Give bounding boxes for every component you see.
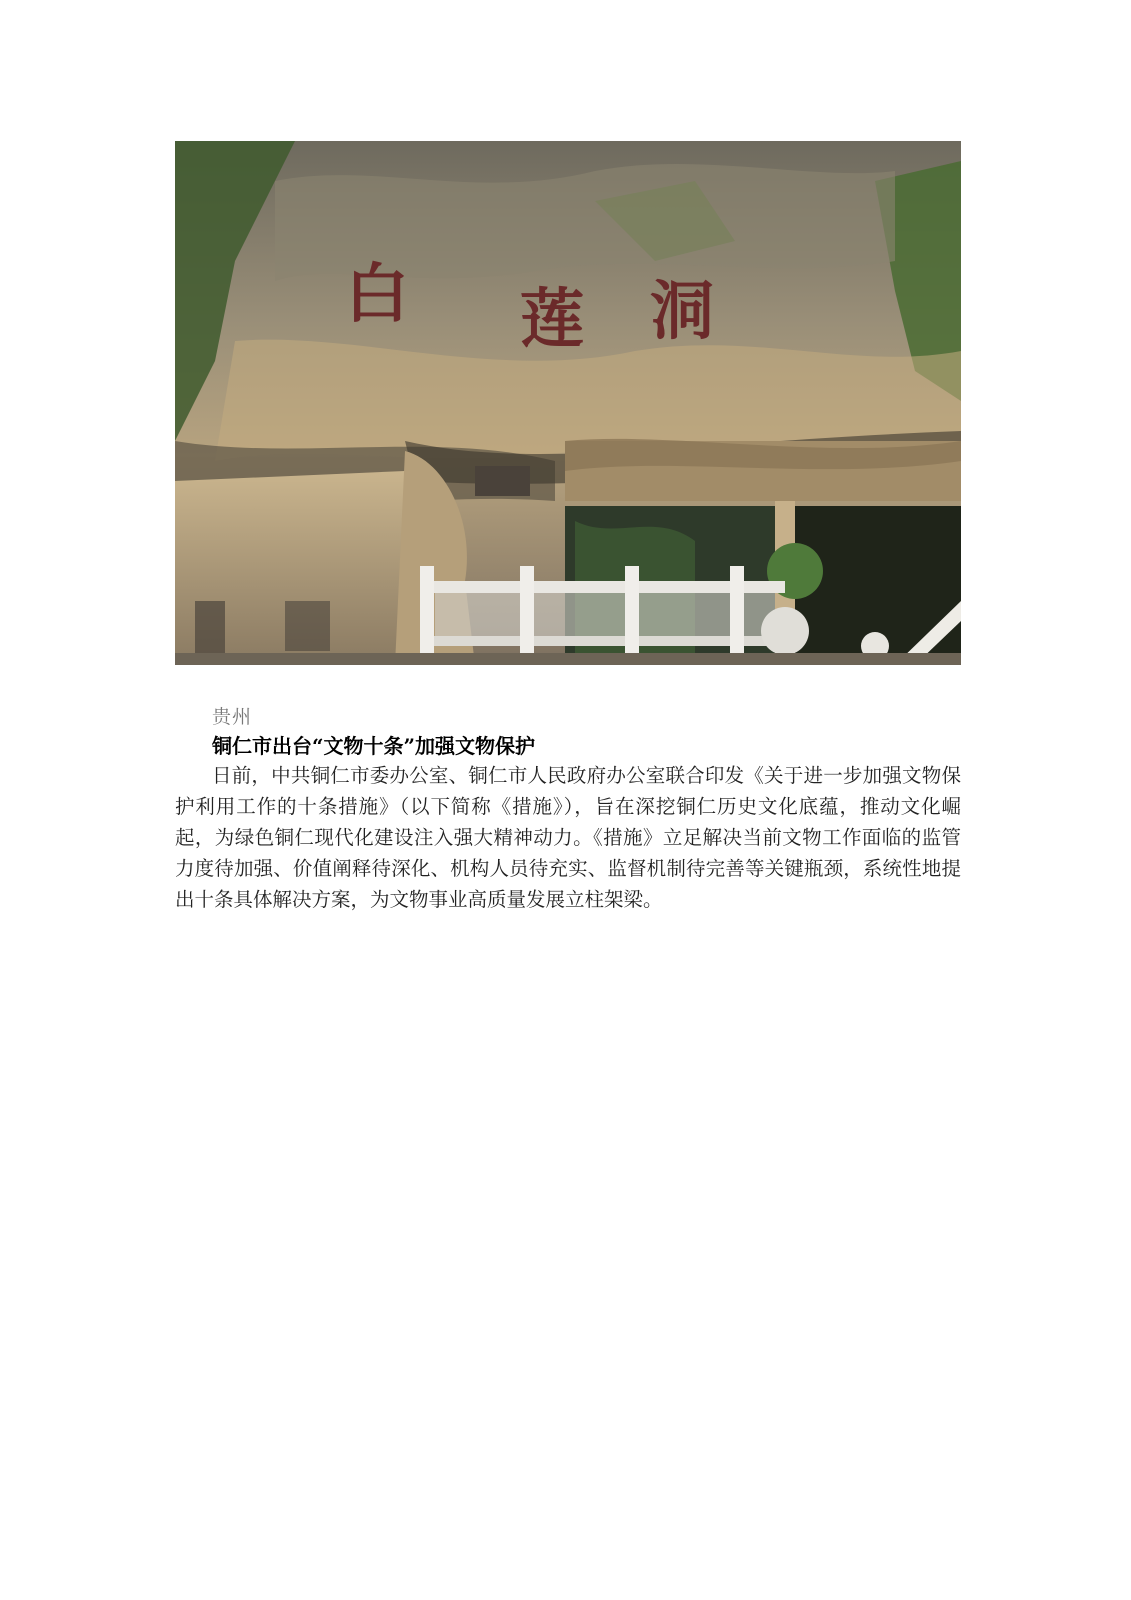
region-label: 贵州: [212, 706, 253, 728]
article-body: 日前，中共铜仁市委办公室、铜仁市人民政府办公室联合印发《关于进一步加强文物保护利用工作的十条措施》（以下简称《措施》），旨在深挖铜仁历史文化底蕴，推动文化崛起，为绿色铜仁现代化建设注入强大精神动力。《措施》立足解决当前文物工作面临的监管力度待加强、价值阐释待深化、机构人员待充实、监督机制待完善等关键瓶颈，系统性地提出十条具体解决方案，为文物事业高质量发展立柱架梁。: [175, 764, 961, 911]
cliff-character: 莲: [520, 282, 584, 357]
cliff-photo: [175, 141, 961, 665]
cliff-character: 白: [345, 257, 409, 332]
article-title: 铜仁市出台“文物十条”加强文物保护: [212, 734, 536, 758]
cliff-character: 洞: [650, 274, 714, 349]
